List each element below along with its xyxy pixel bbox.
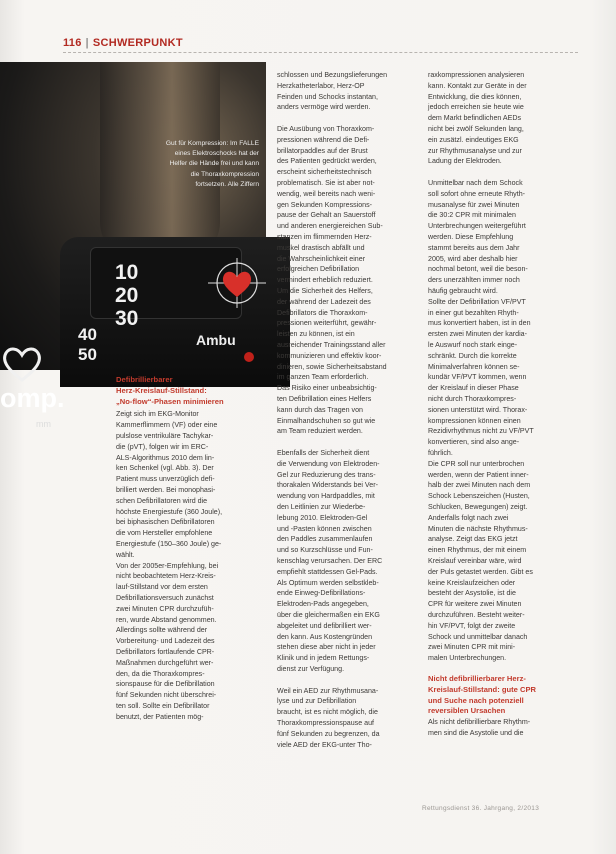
body-line: Gel zur Reduzierung des trans-: [277, 470, 376, 479]
body-line: 2005, wird aber deshalb hier: [428, 254, 518, 263]
body-line: gen Sekunden Kompressions-: [277, 200, 373, 209]
body-line: Kammerflimmern (VF) oder eine: [116, 421, 218, 430]
body-line: vermindert erheblich reduziert.: [277, 276, 373, 285]
mode-label: omp.: [0, 383, 65, 413]
body-line: nicht durch Thoraxkompres-: [428, 395, 517, 403]
body-line: Allerdings sollte während der: [116, 626, 208, 635]
body-line: pause der Gehalt an Sauerstoff: [277, 211, 376, 220]
body-line: brilliert werden. Bei monophasi-: [116, 486, 216, 494]
body-line: fünf Sekunden nicht überschrei-: [116, 691, 217, 700]
body-line: schränkt. Durch die korrekte: [428, 351, 517, 360]
body-line: stanzen im flimmernden Herz-: [277, 233, 372, 241]
body-line: Feinden und Schocks instantan,: [277, 92, 378, 101]
depth-number: 50: [78, 345, 97, 364]
body-line: und -Pasten können zwischen: [277, 524, 372, 533]
body-line: ende Einweg-Defibrillations-: [277, 589, 366, 598]
header-separator: |: [85, 37, 89, 49]
section-heading: reversiblen Ursachen: [428, 706, 506, 716]
body-line: fünf Sekunden zu begrenzen, da: [277, 729, 380, 738]
body-line: kompressionen können einen: [428, 416, 521, 425]
body-line: einen Rhythmus, der mit einem: [428, 546, 527, 555]
body-line: Energiestufe (150–360 Joule) ge-: [116, 540, 222, 548]
body-line: lebung 2010. Elektroden-Gel: [277, 513, 368, 522]
body-line: wendung von Hardpaddles, mit: [277, 492, 375, 501]
body-line: ein zusätzl. eindeutiges EKG: [428, 135, 519, 144]
body-line: zwei Minuten CPR durchzufüh-: [116, 604, 214, 613]
body-line: im ganzen Team erforderlich.: [277, 373, 369, 382]
body-line: nicht bei zwölf Sekunden lang,: [428, 125, 524, 133]
body-line: und anderen energiereichen Sub-: [277, 222, 383, 231]
body-line: Minimalverfahren können se-: [428, 362, 520, 371]
body-line: Schock und unmittelbar danach: [428, 632, 528, 641]
header-rule: [63, 52, 578, 53]
body-line: die Verwendung von Elektroden-: [277, 459, 380, 468]
body-line: abgeleitet und defibrilliert wer-: [277, 621, 372, 630]
body-line: Die CPR soll nur unterbrochen: [428, 459, 525, 468]
body-line: Sollte der Defibrillation VF/PVT: [428, 297, 526, 306]
photo-caption: Gut für Kompression: Im FALLE eines Elektroschocks hat der Helfer die Hände frei und kann die Thoraxkompression fortsetzen. Alle Ziffern: [165, 140, 259, 188]
body-line: thorakalen Widerstands bei Ver-: [277, 481, 378, 490]
body-line: stehen diese aber nicht in jeder: [277, 643, 376, 652]
body-line: brillatorpaddles auf der Brust: [277, 146, 368, 155]
body-line: Als nicht defibrillierbare Rhythm-: [428, 718, 531, 727]
body-line: des Patienten gedrückt werden,: [277, 157, 377, 166]
body-line: braucht, ist es nicht möglich, die: [277, 708, 378, 717]
body-line: nicht beobachtetem Herz-Kreis-: [116, 572, 216, 581]
body-line: problematisch. Sie ist aber not-: [277, 179, 375, 187]
section-heading: Nicht defibrillierbarer Herz-: [428, 674, 526, 683]
body-line: viele AED der EKG-unter Tho-: [277, 740, 372, 749]
body-line: kundär VF/PVT kommen, wenn: [428, 373, 527, 382]
body-line: halb der zwei Minuten nach dem: [428, 481, 531, 490]
body-line: dem Markt befindlichen AEDs: [428, 114, 522, 123]
body-line: nochmal betont, weil die beson-: [428, 265, 528, 274]
body-line: Schlucken, Bewegungen) zeigt.: [428, 503, 528, 511]
depth-number: 10: [115, 261, 139, 284]
body-line: zwei Minuten CPR mit mini-: [428, 643, 516, 652]
body-line: wählt.: [116, 550, 135, 559]
depth-number: 40: [78, 325, 97, 344]
body-line: anders vermöge wird werden.: [277, 103, 371, 112]
unit-label: mm: [36, 419, 51, 429]
body-line: Unmittelbar nach dem Schock: [428, 179, 523, 187]
body-line: den Paddles zusammenlaufen: [277, 535, 373, 544]
body-line: am Team reduziert werden.: [277, 427, 363, 436]
page-header: [63, 37, 183, 49]
body-line: Elektroden-Pads angegeben,: [277, 600, 369, 609]
body-line: der Kreislauf in dieser Phase: [428, 384, 519, 393]
body-line: Rezidivrhythmus nicht zu VF/PVT: [428, 427, 534, 436]
body-line: wendig, weil bereits nach weni-: [277, 189, 376, 198]
body-line: der Puls getastet werden. Gibt es: [428, 567, 533, 576]
heart-outline-icon: [0, 344, 44, 384]
body-line: den, da die Thoraxkompres-: [116, 669, 205, 678]
body-line: werden, wenn der Patient inner-: [428, 470, 529, 479]
record-indicator: [244, 352, 254, 362]
body-line: Kreislauf vereinbar wäre, wird: [428, 557, 522, 565]
body-line: bei biphasischen Defibrillatoren: [116, 518, 215, 527]
body-line: Als Optimum werden selbstkleb-: [277, 578, 379, 587]
body-line: Defibrillationsversuch zunächst: [116, 594, 214, 602]
section-heading: Herz-Kreislauf-Stillstand:: [116, 385, 207, 395]
depth-number: 30: [115, 307, 139, 330]
body-line: le Auswurf noch stark einge-: [428, 341, 518, 349]
body-line: ten soll. Sollte ein Defibrillator: [116, 702, 210, 710]
body-line: keine Kreislaufzeichen oder: [428, 578, 516, 587]
body-line: ders unerzählten immer noch: [428, 276, 520, 285]
body-line: über die gleichermaßen ein EKG: [277, 611, 380, 619]
body-line: musanalyse für zwei Minuten: [428, 200, 520, 209]
brand-label: Ambu: [196, 332, 236, 348]
body-line: Thoraxkompressionspause auf: [277, 719, 374, 727]
body-line: muskel drastisch abfällt und: [277, 243, 365, 252]
body-line: ren, wurde Abstand genommen.: [116, 615, 217, 624]
body-line: hin VF/PVT, folgt der zweite: [428, 621, 516, 630]
depth-number: 20: [115, 284, 139, 307]
body-line: pulslose ventrikuläre Tachykar-: [116, 432, 214, 440]
section-title: SCHWERPUNKT: [92, 37, 183, 49]
body-line: Das Risiko einer unbeabsichtig-: [277, 384, 377, 393]
body-line: dinieren, sowie Sicherheitsabstand: [277, 362, 387, 371]
body-line: Anderfalls folgt nach zwei: [428, 513, 509, 522]
body-line: schen Defibrillatoren wird die: [116, 496, 208, 505]
body-line: Maßnahmen durchgeführt wer-: [116, 658, 214, 667]
body-line: CPR für weitere zwei Minuten: [428, 600, 522, 609]
body-line: werden. Diese Empfehlung: [428, 233, 514, 241]
body-line: Ebenfalls der Sicherheit dient: [277, 449, 370, 457]
body-line: Entwicklung, die dies können,: [428, 92, 522, 101]
body-line: analyse. Zeigt das EKG jetzt: [428, 535, 518, 544]
body-line: Weil ein AED zur Rhythmusana-: [277, 686, 379, 695]
body-line: häufig gebraucht wird.: [428, 287, 498, 295]
body-line: erscheint sicherheitstechnisch: [277, 168, 372, 177]
body-line: men sind die Asystolie und die: [428, 729, 524, 737]
body-line: Schock Lebenszeichen (Husten,: [428, 492, 530, 501]
body-line: Einmalhandschuhen so gut wie: [277, 416, 376, 425]
body-line: ersten zwei Minuten der kardia-: [428, 330, 527, 339]
body-line: empfiehlt stattdessen Gel-Pads.: [277, 567, 378, 576]
body-line: benutzt, der Patienten mög-: [116, 712, 204, 721]
body-line: sionen unterstützt wird. Thorax-: [428, 405, 528, 414]
body-line: Klinik und in jedem Rettungs-: [277, 654, 370, 663]
body-line: leisten zu können, ist ein: [277, 330, 355, 339]
body-line: sionspause für die Defibrillation: [116, 680, 215, 689]
body-line: zur Rhythmusanalyse und zur: [428, 146, 522, 155]
body-line: Minuten die nächste Rhythmus-: [428, 524, 528, 533]
body-line: mus konvertiert haben, ist in den: [428, 319, 531, 328]
body-line: Patient muss unverzüglich defi-: [116, 475, 215, 484]
body-line: die (pVT), folgen wir im ERC-: [116, 442, 209, 451]
body-line: Defibrillators die Thoraxkom-: [277, 308, 368, 317]
body-line: durchzuführen. Besteht weiter-: [428, 611, 525, 619]
body-line: ken Schenkel (vgl. Abb. 3). Der: [116, 464, 214, 473]
body-line: pressionen während die Defi-: [277, 135, 370, 144]
body-line: jedoch erreichen sie heute wie: [428, 103, 524, 112]
body-line: kann durch das Tragen von: [277, 405, 363, 414]
body-line: konvertieren, sind also ange-: [428, 438, 520, 447]
section-heading: und Suche nach potenziell: [428, 695, 524, 705]
body-line: stammt bereits aus dem Jahr: [428, 243, 520, 252]
body-line: führlich.: [428, 449, 453, 457]
body-line: in einer gut bezahlten Rhyth-: [428, 308, 519, 317]
body-line: ten Defibrillation eines Helfers: [277, 395, 372, 403]
body-line: den Leitlinien zur Wiederbe-: [277, 503, 366, 511]
body-line: dienst zur Verfügung.: [277, 665, 345, 673]
body-line: soll sofort ohne erneute Rhyth-: [428, 189, 526, 198]
body-line: Die Ausübung von Thoraxkom-: [277, 125, 375, 133]
body-line: die vom Hersteller empfohlene: [116, 529, 213, 538]
body-line: Vorbereitung- und Ladezeit des: [116, 637, 215, 646]
body-line: Von der 2005er-Empfehlung, bei: [116, 561, 219, 570]
body-line: lauf-Stillstand vor dem ersten: [116, 583, 208, 592]
section-heading: Defibrillierbarer: [116, 375, 173, 384]
section-heading: Kreislauf-Stillstand: gute CPR: [428, 684, 537, 694]
body-line: schlossen und Bezungslieferungen: [277, 71, 388, 79]
body-line: kenschlag verursachen. Der ERC: [277, 557, 383, 565]
body-line: der während der Ladezeit des: [277, 297, 371, 306]
body-line: höchste Energiestufe (360 Joule),: [116, 507, 223, 516]
body-line: pressionen weiterführt, gewähr-: [277, 319, 377, 328]
body-line: erfolgreichen Defibrillation: [277, 265, 360, 274]
body-line: raxkompressionen analysieren: [428, 71, 525, 79]
body-line: die Wahrscheinlichkeit einer: [277, 254, 366, 263]
body-line: die 30:2 CPR mit minimalen: [428, 211, 516, 220]
body-line: malen Unterbrechungen.: [428, 654, 507, 663]
body-line: Unterbrechungen weitergeführt: [428, 222, 526, 231]
heart-target-icon: [208, 258, 266, 308]
body-line: den kann. Aus Kostengründen: [277, 632, 373, 641]
page-footer: Rettungsdienst 36. Jahrgang, 2/2013: [422, 805, 540, 812]
body-line: Defibrillators fortlaufende CPR-: [116, 648, 215, 656]
body-line: Zeigt sich im EKG-Monitor: [116, 410, 199, 419]
body-line: Um die Sicherheit des Helfers,: [277, 287, 373, 295]
body-line: kann. Kontakt zur Geräte in der: [428, 81, 527, 90]
body-line: lyse und zur Defibrillation: [277, 697, 357, 706]
body-line: ALS-Algorithmus 2010 dem lin-: [116, 453, 215, 462]
body-line: ausreichender Trainingsstand aller: [277, 341, 386, 349]
body-line: Ladung der Elektroden.: [428, 157, 502, 166]
section-heading: „No-flow“-Phasen minimieren: [116, 396, 224, 406]
body-line: kommunizieren und effektiv koor-: [277, 351, 382, 360]
page-number: 116: [63, 37, 82, 49]
body-line: Herzkatheterlabor, Herz-OP: [277, 81, 365, 90]
body-line: und so Kurzschlüsse und Fun-: [277, 546, 373, 555]
body-line: besteht der Asystolie, ist die: [428, 589, 516, 598]
